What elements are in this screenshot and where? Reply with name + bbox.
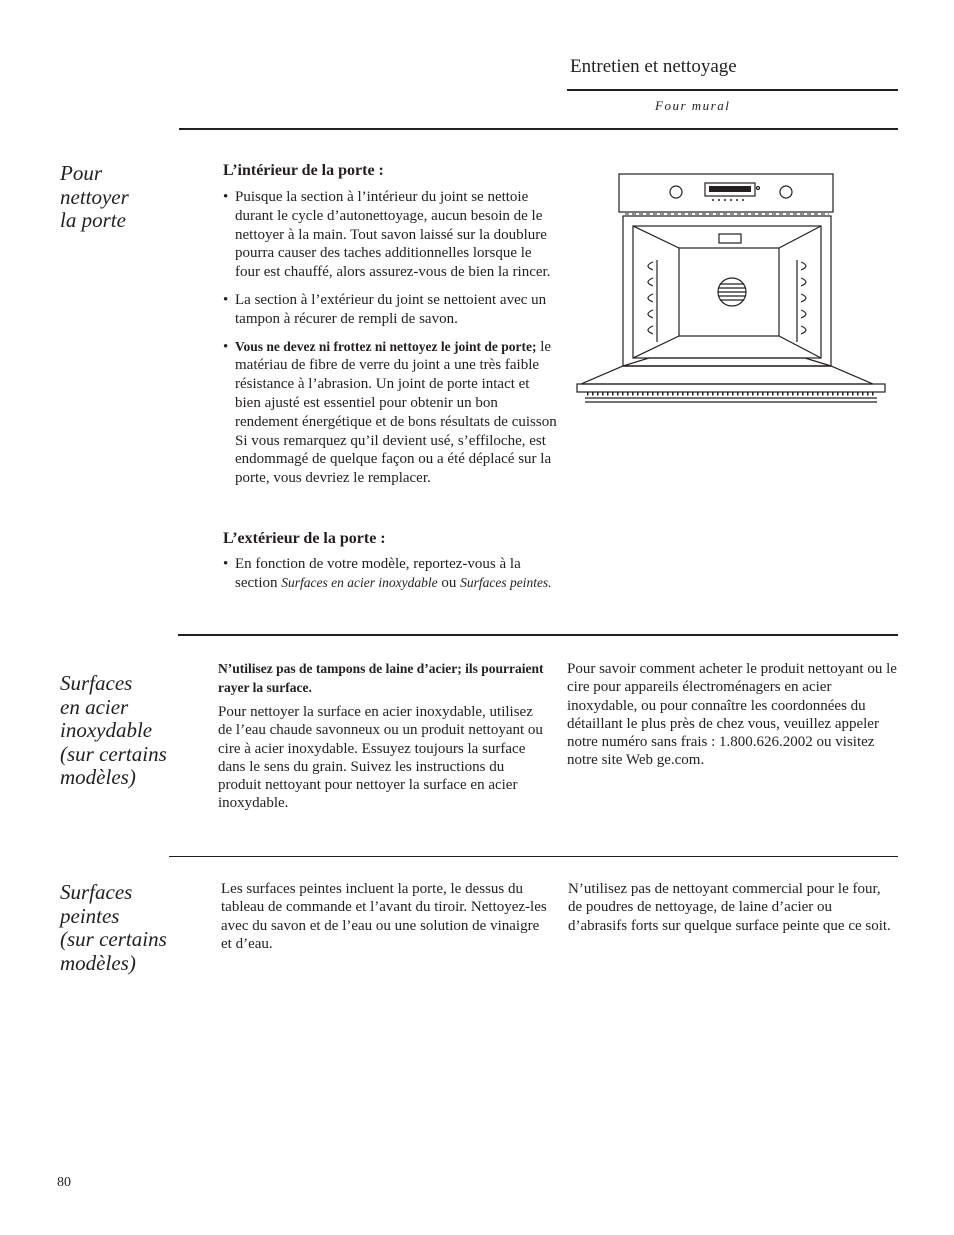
painted-left-column bbox=[221, 880, 551, 953]
page-subtitle: Four mural bbox=[655, 98, 731, 113]
interior-bullets bbox=[223, 188, 559, 488]
page-number: 80 bbox=[57, 1175, 71, 1190]
wall-oven-illustration bbox=[573, 170, 889, 422]
link-stainless-section: Surfaces en acier inoxydable bbox=[281, 574, 438, 590]
warning-bold: Vous ne devez ni frottez ni nettoyez le joint de porte; bbox=[235, 338, 537, 354]
section-divider-top bbox=[179, 128, 898, 130]
knob-right bbox=[780, 186, 792, 198]
knob-left bbox=[670, 186, 682, 198]
open-door bbox=[581, 366, 873, 384]
bullet-item: • La section à l’extérieur du joint se nettoient avec un tampon à récurer de rempli de savon. bbox=[223, 291, 547, 327]
warning-bullet: • Vous ne devez ni frottez ni nettoyez le joint de porte; le matériau de fibre de verre du joint a une très faible résistance à l’abrasion. Un joint de porte intact et bien ajusté est essentiel pour obtenir un bon rendement énergétique et de bons résultats de cuisson Si vous remarquez qu’il devient usé, s’effiloche, est endommagé de quelque façon ou a été déplacé sur la porte, vous devriez le remplacer. bbox=[223, 338, 557, 487]
stainless-left-column bbox=[218, 660, 548, 813]
stainless-instructions: Pour nettoyer la surface en acier inoxydable, utilisez de l’eau chaude savonneux ou un produit nettoyant ou cire à acier inoxydable. Essuyez toujours la surface dans le sens du grain. Suivez les instructions du produit nettoyant pour nettoyer la surface en acier inoxydable. bbox=[218, 704, 543, 812]
control-panel bbox=[619, 174, 833, 212]
link-painted-section: Surfaces peintes. bbox=[460, 574, 552, 590]
rack-guides-left bbox=[648, 262, 653, 334]
painted-instructions: Les surfaces peintes incluent la porte, le dessus du tableau de commande et l’avant du tiroir. Nettoyez-les avec du savon et de l’eau ou une solution de vinaigre et d’eau. bbox=[221, 881, 547, 952]
page-title: Entretien et nettoyage bbox=[570, 56, 737, 77]
rack-guides-right bbox=[801, 262, 806, 334]
bullet-item: • Puisque la section à l’intérieur du joint se nettoie durant le cycle d’autonettoyage, aucun besoin de le nettoyer à la main. Tout savon laissé sur la doublure pourra causer des taches additionnelles lorsque le four est chauffé, alors assurez-vous de bien la rincer. bbox=[223, 189, 551, 281]
stainless-warning: N’utilisez pas de tampons de laine d’acier; ils pourraient rayer la surface. bbox=[218, 661, 544, 695]
section-divider bbox=[178, 634, 898, 636]
side-title-door: Pour nettoyer la porte bbox=[60, 161, 129, 232]
painted-right-column bbox=[568, 880, 894, 935]
header-rule bbox=[567, 89, 898, 91]
painted-warning: N’utilisez pas de nettoyant commercial pour le four, de poudres de nettoyage, de laine d’acier ou d’abrasifs forts sur quelque surface peinte que ce soit. bbox=[568, 881, 891, 934]
side-title-painted: Surfaces peintes (sur certains modèles) bbox=[60, 880, 167, 975]
stainless-right-column bbox=[567, 660, 901, 770]
interior-heading: L’intérieur de la porte : bbox=[223, 162, 384, 179]
section-divider bbox=[169, 856, 898, 857]
side-title-stainless: Surfaces en acier inoxydable (sur certains modèles) bbox=[60, 671, 167, 789]
exterior-heading: L’extérieur de la porte : bbox=[223, 530, 386, 547]
bullet-item: • En fonction de votre modèle, reportez-vous à la section Surfaces en acier inoxydable ou Surfaces peintes. bbox=[223, 556, 552, 591]
stainless-contact-info: Pour savoir comment acheter le produit nettoyant ou le cire pour appareils électroménagers en acier inoxydable, ou pour connaître les coordonnées du détaillant le plus près de chez vous, veuillez appeler notre numéro sans frais : 1.800.626.2002 ou visitez notre site Web ge.com. bbox=[567, 661, 897, 769]
exterior-bullets bbox=[223, 555, 553, 593]
